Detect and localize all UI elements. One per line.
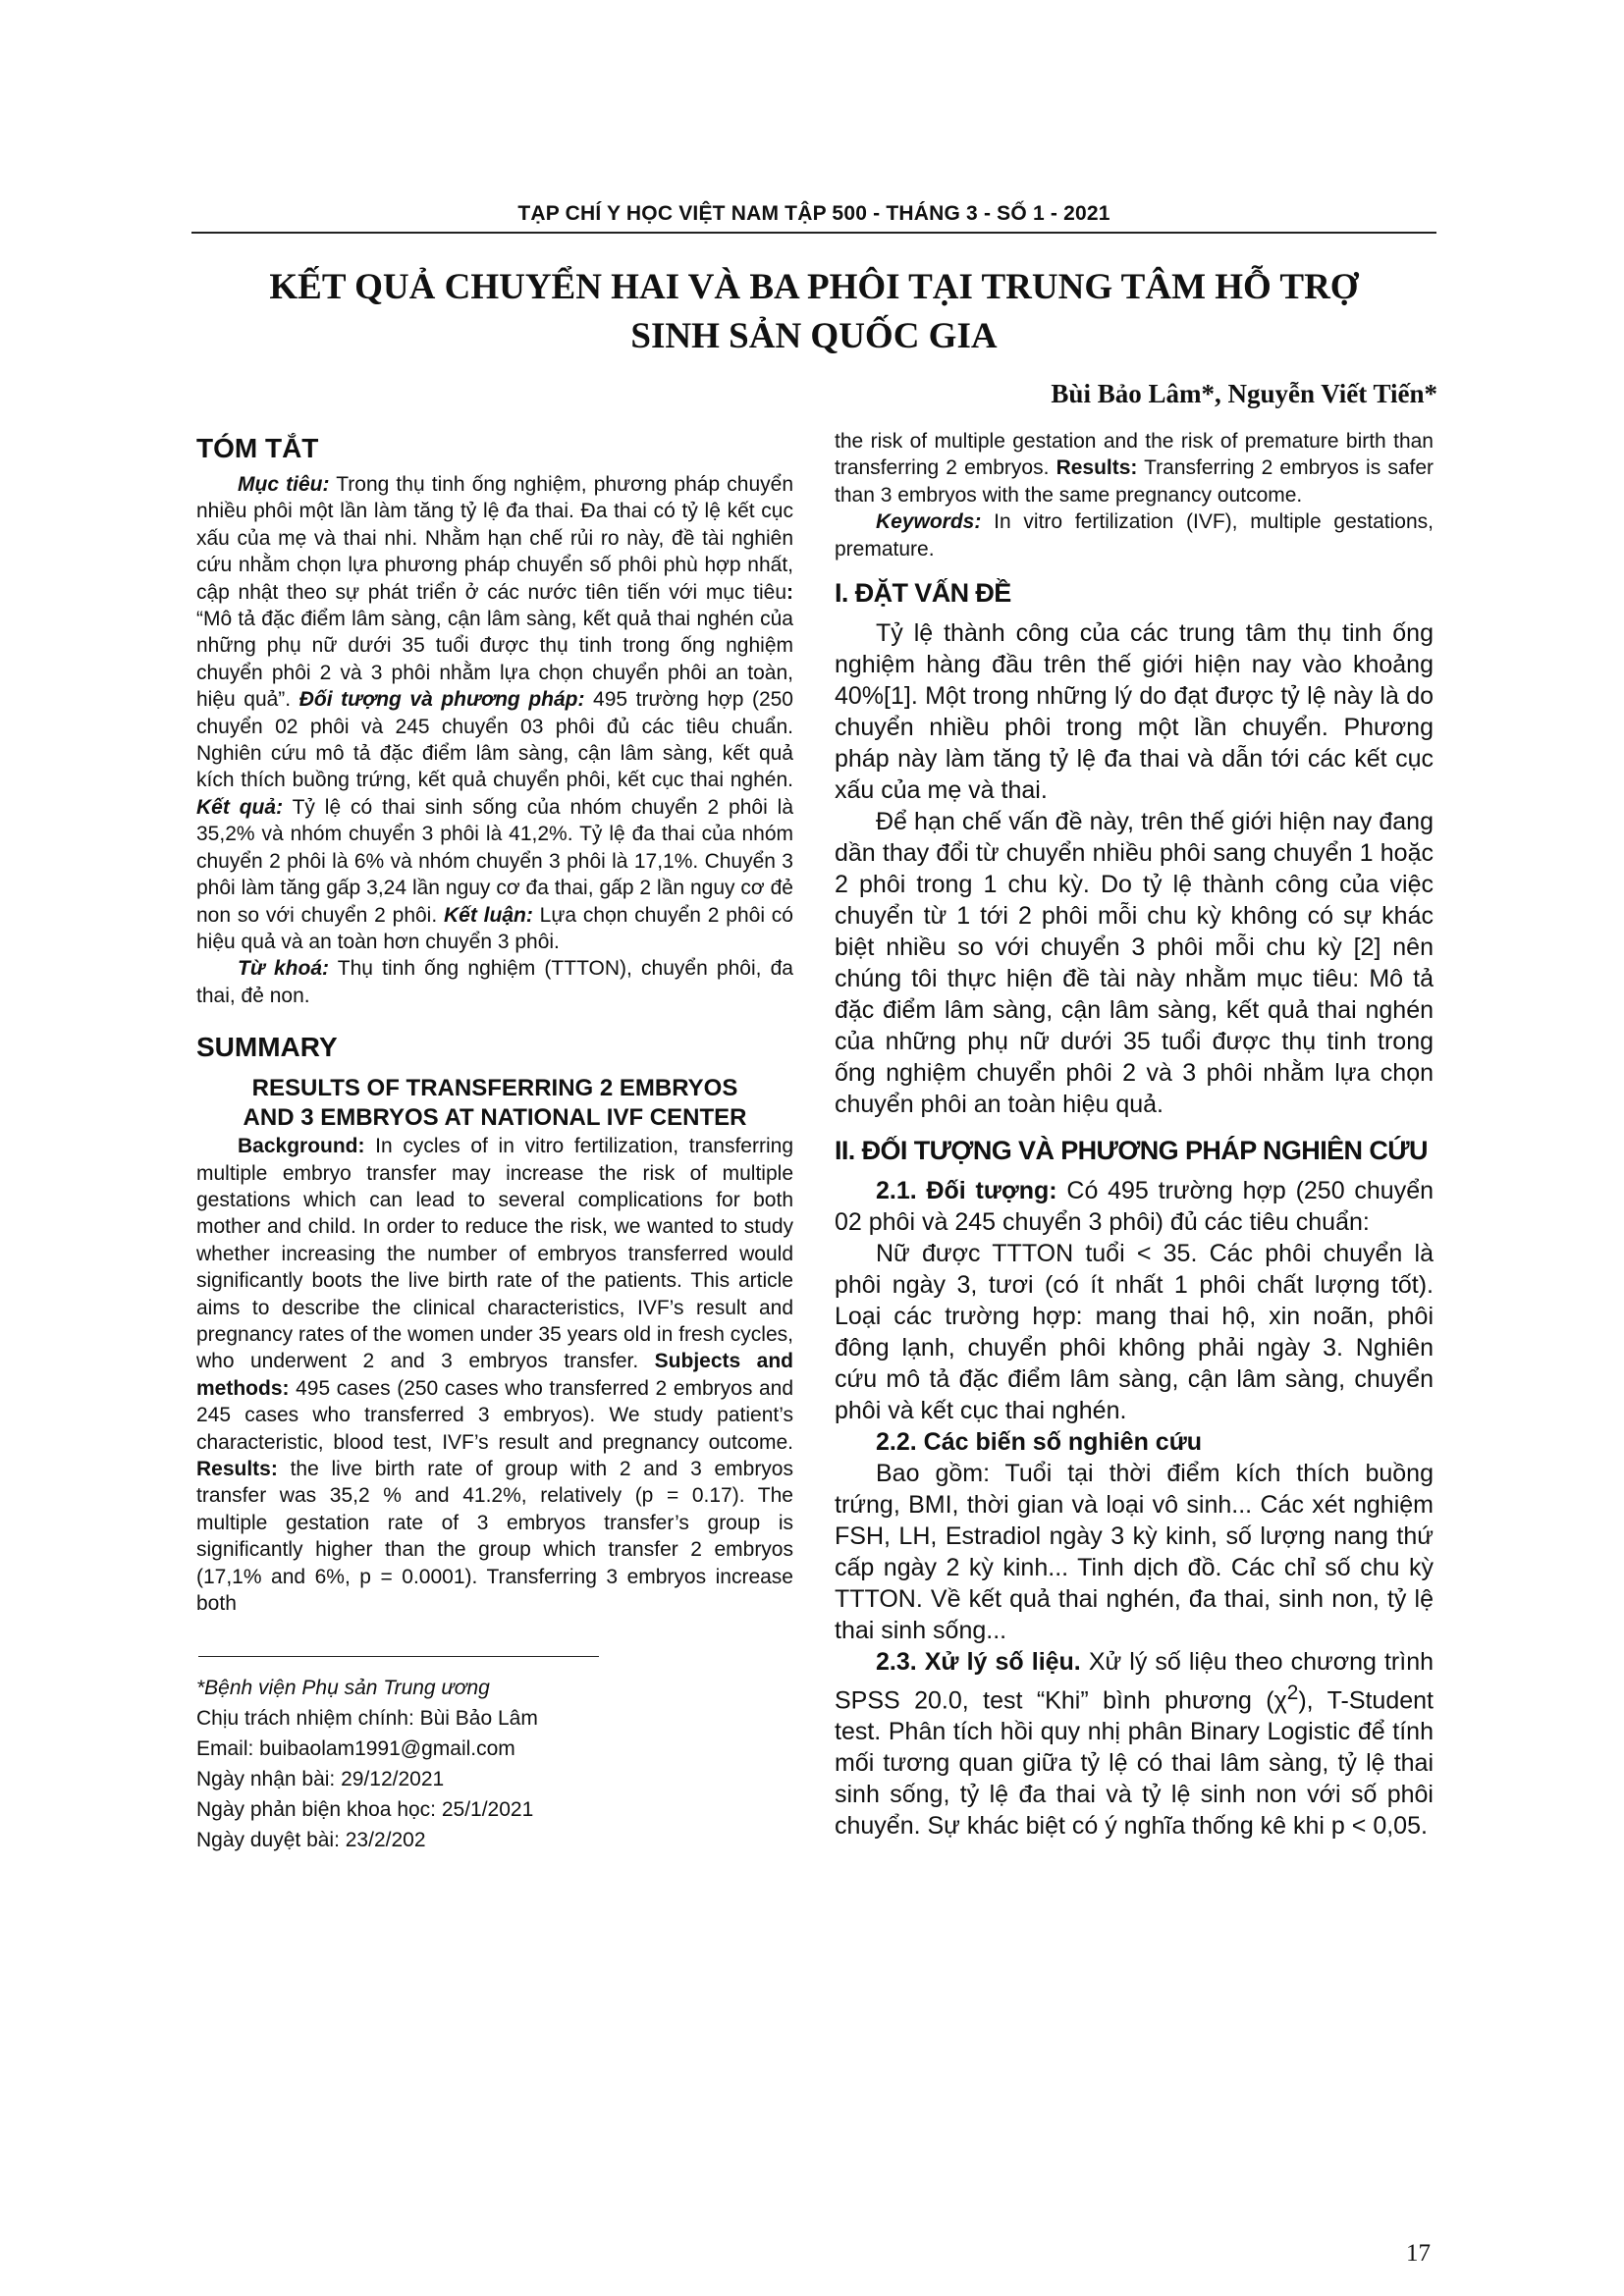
footnote-rule	[198, 1656, 599, 1657]
summary-conclusion-text: Transferring 2 embryos is safer than 3 embryos with the same pregnancy outcome.	[835, 456, 1435, 507]
keywords-en-text: In vitro fertilization (IVF), multiple gestations, premature.	[835, 510, 1434, 561]
summary-heading: SUMMARY	[196, 1032, 338, 1063]
section-1-paragraph-1: Tỷ lệ thành công của các trung tâm thụ tinh ống nghiệm hàng đầu trên thế giới hiện nay vào khoảng 40%[1]. Một trong những lý do đạt được tỷ lệ này là do chuyển nhiều phôi trong một lần chuyển. Phương pháp này làm tăng tỷ lệ đa thai và dẫn tới các kết cục xấu của mẹ và thai.	[835, 619, 1434, 805]
page-number: 17	[1406, 2240, 1431, 2267]
abstract-vi-paragraph	[196, 471, 793, 955]
keywords-vi	[196, 955, 793, 1009]
header-rule	[191, 232, 1436, 234]
title-line-1: KẾT QUẢ CHUYỂN HAI VÀ BA PHÔI TẠI TRUNG TÂM HỖ TRỢ	[269, 267, 1359, 307]
subsection-2-3-text-a: Xử lý số liệu theo chương trình SPSS 20.0, test “Khi” bình phương (χ	[835, 1648, 1434, 1715]
chi-square-superscript: 2	[1286, 1682, 1299, 1705]
summary-continued	[835, 428, 1434, 508]
methods-label: Đối tượng và phương pháp:	[298, 688, 585, 712]
results-label: Kết quả:	[196, 795, 284, 819]
left-column	[196, 432, 793, 1855]
subsection-2-1	[835, 1175, 1434, 1238]
subsection-2-3	[835, 1646, 1434, 1842]
footnote	[196, 1673, 793, 1855]
en-results-label: Results:	[196, 1458, 278, 1480]
section-2-heading: II. ĐỐI TƯỢNG VÀ PHƯƠNG PHÁP NGHIÊN CỨU	[835, 1136, 1428, 1166]
objective-label: Mục tiêu:	[238, 473, 330, 496]
methods-text: 495 trường hợp (250 chuyển 02 phôi và 245 chuyển 03 phôi đủ các tiêu chuẩn. Nghiên cứu mô tả đặc điểm lâm sàng, cận lâm sàng, kết quả kích thích buồng trứng, kết quả chuyển phôi, kết cục thai nghén.	[196, 688, 793, 792]
footnote-reviewed: Ngày phản biện khoa học: 25/1/2021	[196, 1798, 534, 1822]
section-1-body	[835, 617, 1434, 1120]
subsection-2-1-text: Có 495 trường hợp (250 chuyển 02 phôi và 245 chuyển 3 phôi) đủ các tiêu chuẩn:	[835, 1177, 1435, 1237]
results-text: Tỷ lệ có thai sinh sống của nhóm chuyển 2 phôi là 35,2% và nhóm chuyển 3 phôi là 41,2%. Tỷ lệ đa thai của nhóm chuyển 2 phôi là 6% và nhóm chuyển 3 phôi là 17,1%. Chuyển 3 phôi làm tăng gấp 3,24 lần nguy cơ đa thai, gấp 2 lần nguy cơ đẻ non so với chuyển 2 phôi.	[196, 795, 793, 927]
keywords-vi-label: Từ khoá:	[238, 957, 329, 981]
section-2-body	[835, 1175, 1434, 1842]
summary-cont-text: the risk of multiple gestation and the risk of premature birth than transferring 2 embryos.	[835, 430, 1434, 480]
footnote-affiliation: *Bệnh viện Phụ sản Trung ương	[196, 1677, 490, 1700]
subsection-2-2-text: Bao gồm: Tuổi tại thời điểm kích thích buồng trứng, BMI, thời gian và loại vô sinh... Các xét nghiệm FSH, LH, Estradiol ngày 3 kỳ kinh, số lượng nang thứ cấp ngày 2 kỳ kinh... Tinh dịch đồ. Các chỉ số chu kỳ TTTON. Về kết quả thai nghén, đa thai, sinh non, tỷ lệ thai sinh sống...	[835, 1460, 1434, 1645]
subsection-2-1-criteria: Nữ được TTTON tuổi < 35. Các phôi chuyển là phôi ngày 3, tươi (có ít nhất 1 phôi chất lượng tốt). Loại các trường hợp: mang thai hộ, xin noãn, phôi đông lạnh, chuyển phôi không phải ngày 3. Nghiên cứu mô tả đặc điểm lâm sàng, cận lâm sàng, chuyển phôi và kết cục thai nghén.	[835, 1240, 1434, 1425]
section-1-heading: I. ĐẶT VẤN ĐỀ	[835, 578, 1011, 609]
footnote-accepted: Ngày duyệt bài: 23/2/202	[196, 1829, 426, 1852]
background-label: Background:	[238, 1135, 365, 1158]
conclusion-text: Lựa chọn chuyển 2 phôi có hiệu quả và an toàn hơn chuyển 3 phôi.	[196, 903, 793, 953]
objective-text: Trong thụ tinh ống nghiệm, phương pháp chuyển nhiều phôi một lần làm tăng tỷ lệ đa thai. Đa thai có tỷ lệ kết cục xấu của mẹ và thai nhi. Nhằm hạn chế rủi ro này, đề tài nghiên cứu nhằm chọn lựa phương pháp chuyển số phôi phù hợp nhất, cập nhật theo sự phát triển ở các nước tiên tiến với mục tiêu	[196, 473, 793, 604]
keywords-vi-text: Thụ tinh ống nghiệm (TTTON), chuyển phôi, đa thai, đẻ non.	[196, 957, 793, 1007]
summary-paragraph	[196, 1133, 793, 1617]
footnote-responsible: Chịu trách nhiệm chính: Bùi Bảo Lâm	[196, 1707, 538, 1731]
footnote-received: Ngày nhận bài: 29/12/2021	[196, 1768, 445, 1791]
english-title	[196, 1074, 793, 1133]
journal-header: TẠP CHÍ Y HỌC VIỆT NAM TẬP 500 - THÁNG 3 - SỐ 1 - 2021	[517, 202, 1110, 225]
section-1-paragraph-2: Để hạn chế vấn đề này, trên thế giới hiện nay đang dần thay đổi từ chuyển nhiều phôi sang chuyển 1 hoặc 2 phôi trong 1 chu kỳ. Do tỷ lệ thành công của việc chuyển từ 1 tới 2 phôi mỗi chu kỳ không có sự khác biệt nhiều so với chuyển 3 phôi mỗi chu kỳ [2] nên chúng tôi thực hiện đề tài này nhằm mục tiêu: Mô tả đặc điểm lâm sàng, cận lâm sàng, kết quả thai nghén của những phụ nữ dưới 35 tuổi được thụ tinh trong ống nghiệm chuyển phôi 2 và 3 phôi nhằm lựa chọn chuyển phôi an toàn hiệu quả.	[835, 808, 1434, 1119]
objective-quote: “Mô tả đặc điểm lâm sàng, cận lâm sàng, kết quả thai nghén của những phụ nữ dưới 35 tuổi được thụ tinh trong ống nghiệm chuyển phôi 2 và 3 phôi nhằm lựa chọn chuyển phôi an toàn, hiệu quả”.	[196, 608, 793, 712]
english-title-line-1: RESULTS OF TRANSFERRING 2 EMBRYOS	[251, 1075, 738, 1102]
subsection-2-1-label: 2.1. Đối tượng:	[876, 1177, 1057, 1205]
subjects-label: Subjects and methods:	[196, 1350, 793, 1400]
english-title-line-2: AND 3 EMBRYOS AT NATIONAL IVF CENTER	[243, 1104, 747, 1132]
summary-conclusion-label: Results:	[1056, 456, 1138, 480]
title-line-2: SINH SẢN QUỐC GIA	[630, 316, 998, 356]
authors: Bùi Bảo Lâm*, Nguyễn Viết Tiến*	[1051, 379, 1437, 408]
en-results-text: the live birth rate of group with 2 and 3 embryos transfer was 35,2 % and 41.2%, relatively (p = 0.17). The multiple gestation rate of 3 embryos transfer’s group is significantly higher than the group which transfer 2 embryos (17,1% and 6%, p = 0.0001). Transferring 3 embryos increase both	[196, 1458, 793, 1616]
right-column	[835, 428, 1434, 1842]
objective-colon: :	[786, 580, 793, 604]
subjects-text: 495 cases (250 cases who transferred 2 embryos and 245 cases who transferred 3 embryos). We study patient’s characteristic, blood test, IVF’s result and pregnancy outcome.	[196, 1376, 793, 1454]
subsection-2-3-label: 2.3. Xử lý số liệu.	[876, 1648, 1081, 1677]
subsection-2-2-label: 2.2. Các biến số nghiên cứu	[876, 1428, 1203, 1457]
keywords-en-label: Keywords:	[876, 510, 982, 534]
abstract-vi-heading: TÓM TẮT	[196, 433, 319, 463]
footnote-email: Email: buibaolam1991@gmail.com	[196, 1737, 515, 1761]
subsection-2-3-text-b: ), T-Student test. Phân tích hồi quy nhị phân Binary Logistic để tính mối tương quan giữa tỷ lệ có thai lâm sàng, tỷ lệ thai sinh sống, tỷ lệ đa thai và tỷ lệ sinh non với số phôi chuyển. Sự khác biệt có ý nghĩa thống kê khi p < 0,05.	[835, 1686, 1434, 1841]
conclusion-label: Kết luận:	[444, 903, 533, 927]
article-title	[191, 263, 1436, 361]
background-text: In cycles of in vitro fertilization, transferring multiple embryo transfer may increase the risk of multiple gestations which can lead to several complications for both mother and child. In order to reduce the risk, we wanted to study whether increasing the number of embryos transferred would significantly boots the live birth rate of the patients. This article aims to describe the clinical characteristics, IVF’s result and pregnancy rates of the women under 35 years old in fresh cycles, who underwent 2 and 3 embryos transfer.	[196, 1135, 793, 1373]
keywords-en	[835, 508, 1434, 562]
